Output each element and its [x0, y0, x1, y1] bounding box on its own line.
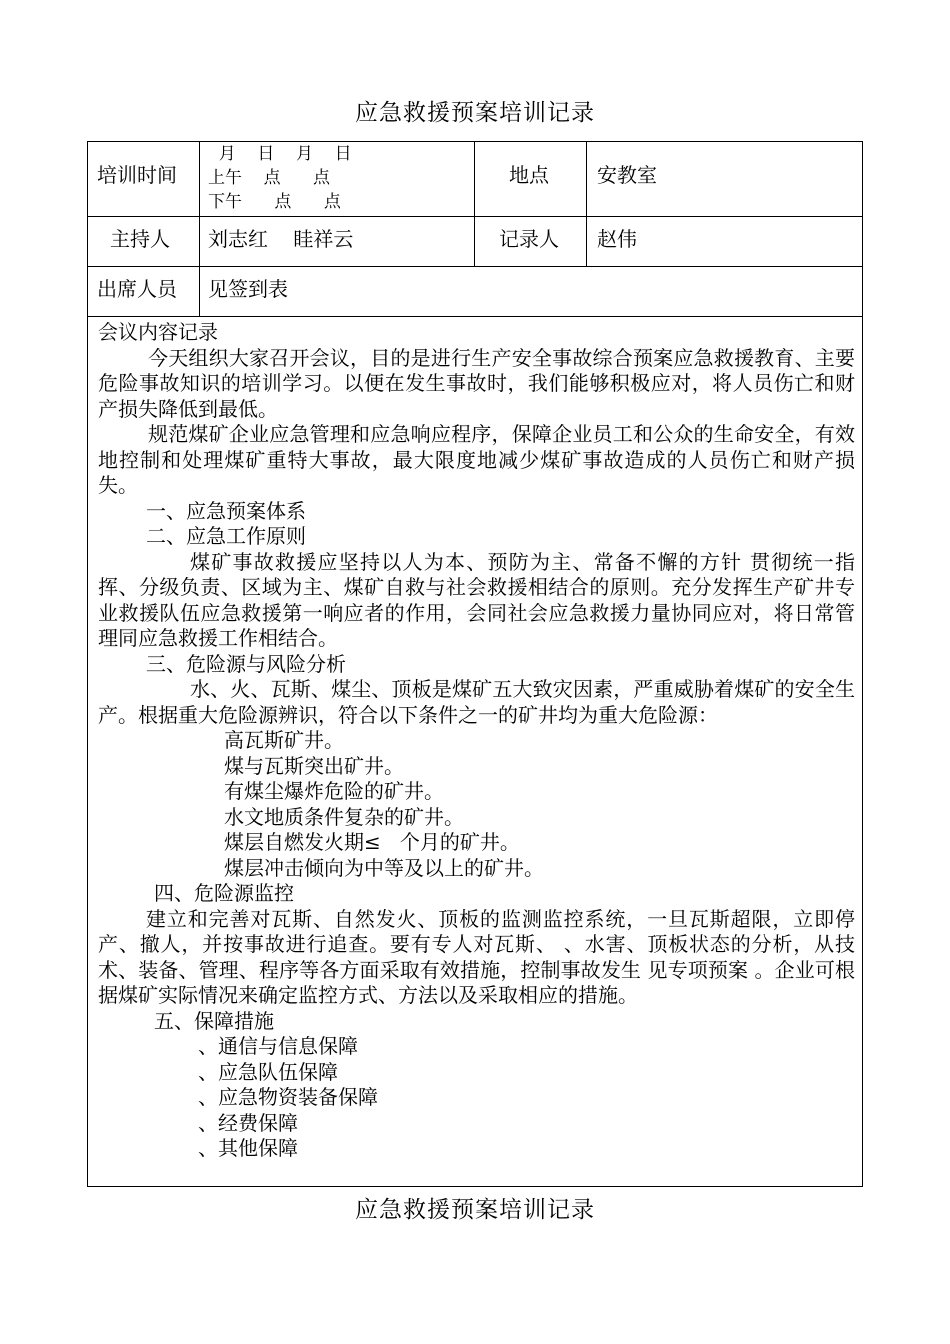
- list-item: 高瓦斯矿井。: [224, 728, 344, 752]
- recorder-label: 记录人: [499, 227, 559, 251]
- list-item: 、应急队伍保障: [198, 1059, 338, 1084]
- paragraph-1: 今天组织大家召开会议，目的是进行生产安全事故综合预案应急救援教育、主要危险事故知识的培训学习。以便在发生事故时，我们能够积极应对，将人员伤亡和财产损失降低到最低。: [98, 345, 855, 421]
- time-label: 培训时间: [97, 163, 177, 187]
- attendees-label: 出席人员: [97, 277, 177, 301]
- row-divider: [88, 266, 862, 267]
- attendees-value: 见签到表: [208, 277, 288, 301]
- list-item: 、通信与信息保障: [198, 1034, 358, 1058]
- host-value: 刘志红 眭祥云: [208, 227, 354, 251]
- paragraph-5: 建立和完善对瓦斯、自然发火、顶板的监测监控系统，一旦瓦斯超限，立即停产、撤人，并按事故进行追查。要有专人对瓦斯、 、水害、顶板状态的分析，从技术、装备、管理、程序等各方面采取有效措施，控制事故发生 见专项预案 。企业可根据煤矿实际情况来确定监控方式、方法以及采取相应的措施。: [98, 906, 855, 1007]
- list-item: 煤层冲击倾向为中等及以上的矿井。: [224, 855, 544, 880]
- col-divider: [586, 142, 587, 266]
- host-label: 主持人: [110, 227, 170, 251]
- list-item: 煤与瓦斯突出矿井。: [224, 753, 404, 778]
- record-table: [87, 141, 863, 1187]
- paragraph-3: 煤矿事故救援应坚持以人为本、预防为主、常备不懈的方针 贯彻统一指挥、分级负责、区域为主、煤矿自救与社会救援相结合的原则。充分发挥生产矿井专业救援队伍应急救援第一响应者的作用，会同社会应急救援力量协同应对，将日常管理同应急救援工作相结合。: [98, 549, 855, 650]
- section-5-heading: 五、保障措施: [154, 1008, 274, 1033]
- list-item: 、经费保障: [198, 1110, 298, 1135]
- col-divider: [199, 142, 200, 316]
- recorder-value: 赵伟: [597, 227, 637, 251]
- time-afternoon-line: 下午 点 点: [208, 192, 341, 212]
- section-4-heading: 四、危险源监控: [154, 881, 294, 905]
- section-3-heading: 三、危险源与风险分析: [146, 651, 346, 676]
- document-title: 应急救援预案培训记录: [355, 100, 595, 126]
- col-divider: [474, 142, 475, 266]
- content-heading: 会议内容记录: [98, 320, 218, 344]
- list-item: 、应急物资装备保障: [198, 1085, 378, 1109]
- meeting-content: [98, 320, 855, 1162]
- place-label: 地点: [509, 163, 549, 187]
- row-divider: [88, 216, 862, 217]
- list-item: 、其他保障: [198, 1136, 298, 1160]
- row-divider: [88, 316, 862, 317]
- time-date-line: 月 日 月 日: [208, 144, 352, 164]
- list-item: 水文地质条件复杂的矿井。: [224, 804, 464, 829]
- section-1-heading: 一、应急预案体系: [146, 498, 306, 523]
- time-morning-line: 上午 点 点: [208, 168, 331, 188]
- paragraph-4: 水、火、瓦斯、煤尘、顶板是煤矿五大致灾因素，严重威胁着煤矿的安全生产。根据重大危险源辨识，符合以下条件之一的矿井均为重大危险源：: [98, 677, 855, 727]
- list-item: 有煤尘爆炸危险的矿井。: [224, 779, 444, 803]
- list-item: 煤层自燃发火期≤ 个月的矿井。: [224, 830, 520, 854]
- place-value: 安教室: [597, 163, 657, 187]
- section-2-heading: 二、应急工作原则: [146, 524, 306, 548]
- footer-title: 应急救援预案培训记录: [355, 1197, 595, 1223]
- paragraph-2: 规范煤矿企业应急管理和应急响应程序，保障企业员工和公众的生命安全，有效地控制和处理煤矿重特大事故，最大限度地减少煤矿事故造成的人员伤亡和财产损失。: [98, 422, 855, 497]
